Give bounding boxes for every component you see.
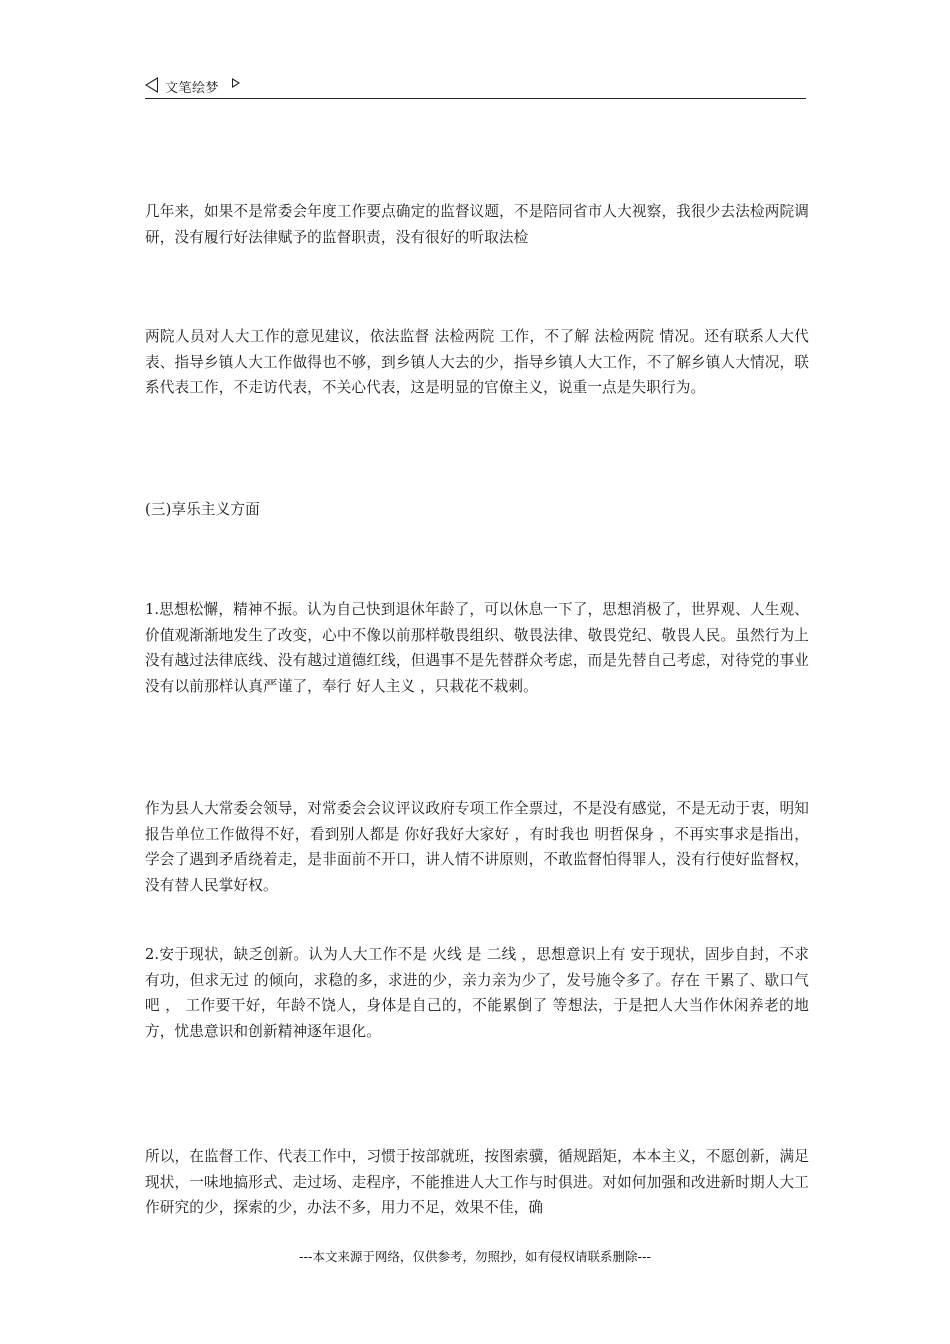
paragraph-6: 所以，在监督工作、代表工作中，习惯于按部就班，按图索骥，循规蹈矩，本本主义，不愿创新，满足现状，一味地搞形式、走过场、走程序，不能推进人大工作与时俱进。对如何加强和改进新时期人大工作研究的少，探索的少，办法不多，用力不足，效果不佳，确 — [145, 1148, 809, 1216]
paragraph-1: 几年来，如果不是常委会年度工作要点确定的监督议题，不是陪同省市人大视察，我很少去法检两院调研，没有履行好法律赋予的监督职责，没有很好的听取法检 — [145, 203, 809, 246]
section-heading: (三)享乐主义方面 — [145, 501, 260, 518]
triangle-left-icon — [145, 77, 158, 93]
header-title: 文笔绘梦 — [165, 81, 220, 96]
paragraph-5: 2.安于现状，缺乏创新。认为人大工作不是 火线 是 二线 ，思想意识上有 安于现状，固步自封，不求有功，但求无过 的倾向，求稳的多，求进的少，亲力亲为少了，发号施令多了。存在 干累了、歇口气吧 ， 工作要干好，年龄不饶人，身体是自己的，不能累倒了 等想法，于是把人大当作休闲养老的地方，忧患意识和创新精神逐年退化。 — [145, 946, 809, 1040]
page-header — [145, 74, 806, 99]
paragraph-2: 两院人员对人大工作的意见建议，依法监督 法检两院 工作，不了解 法检两院 情况。还有联系人大代表、指导乡镇人大工作做得也不够，到乡镇人大去的少，指导乡镇人大工作，不了解乡镇人大情况，联系代表工作，不走访代表，不关心代表，这是明显的官僚主义，说重一点是失职行为。 — [145, 328, 809, 396]
paragraph-3: 1.思想松懈，精神不振。认为自己快到退休年龄了，可以休息一下了，思想消极了，世界观、人生观、价值观渐渐地发生了改变，心中不像以前那样敬畏组织、敬畏法律、敬畏党纪、敬畏人民。虽然行为上没有越过法律底线、没有越过道德红线，但遇事不是先替群众考虑，而是先替自己考虑，对待党的事业没有以前那样认真严谨了，奉行 好人主义 ，只栽花不栽刺。 — [145, 601, 809, 695]
footer-notice: ---本文来源于网络，仅供参考，勿照抄，如有侵权请联系删除--- — [298, 1249, 652, 1264]
paragraph-4: 作为县人大常委会领导，对常委会会议评议政府专项工作全票过，不是没有感觉，不是无动于衷，明知报告单位工作做得不好，看到别人都是 你好我好大家好 ，有时我也 明哲保身 ，不再实事求是指出，学会了遇到矛盾绕着走，是非面前不开口，讲人情不讲原则，不敢监督怕得罪人，没有行使好监督权，没有替人民掌好权。 — [145, 800, 809, 894]
triangle-right-icon — [232, 78, 240, 88]
